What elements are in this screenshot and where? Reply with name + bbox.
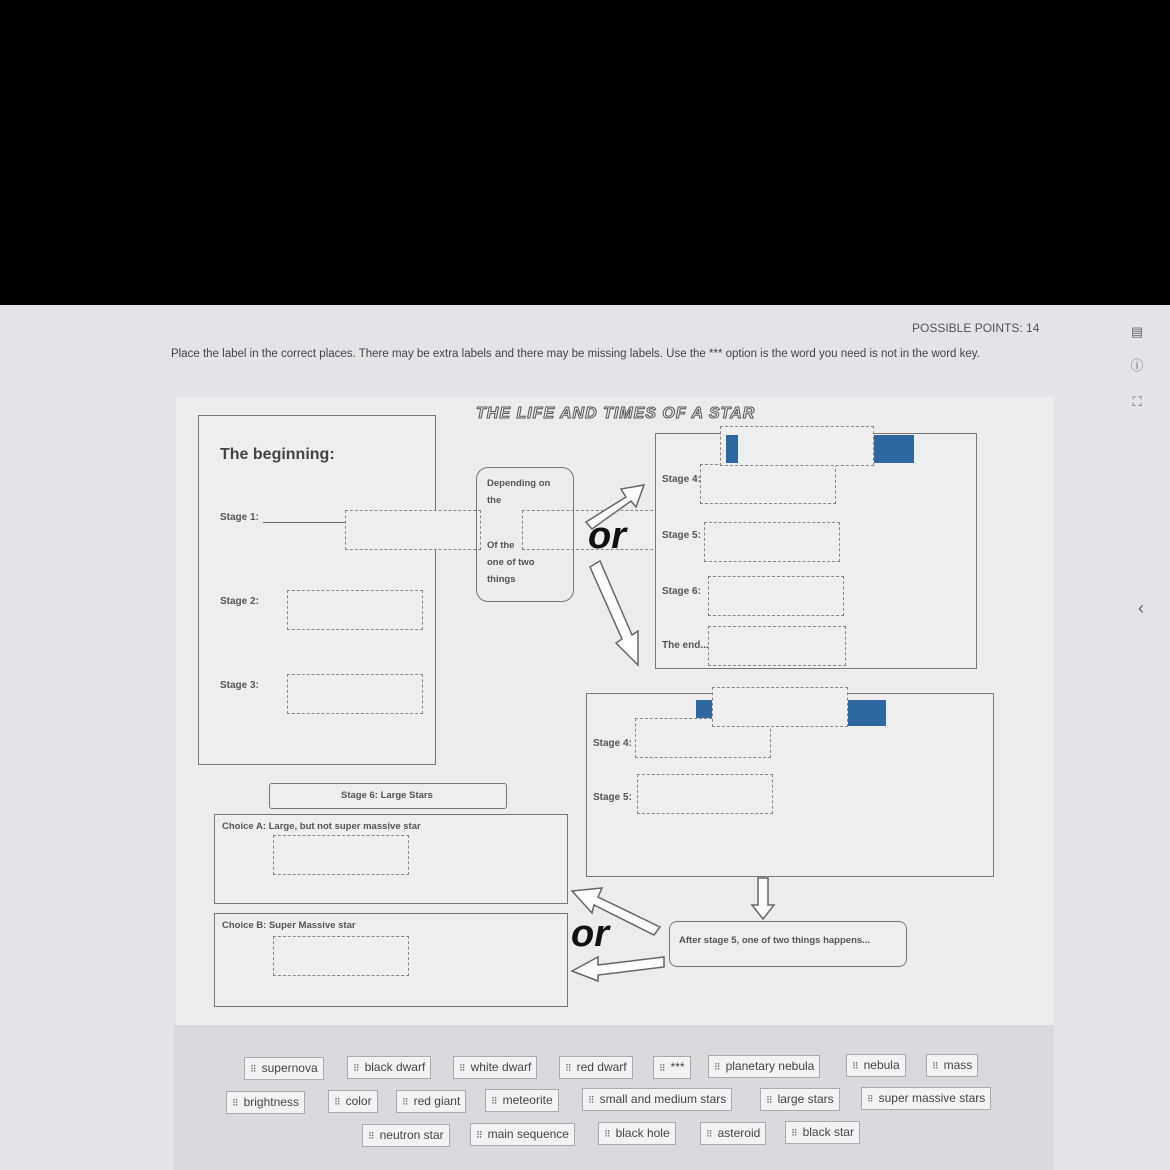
grip-icon: ⠿: [491, 1096, 498, 1106]
word-chip-label: neutron star: [379, 1128, 444, 1142]
upper-stage5-drop-zone[interactable]: [704, 522, 840, 562]
word-chip-label: black hole: [615, 1126, 670, 1140]
word-chip-label: super massive stars: [878, 1091, 986, 1105]
word-chip-label: asteroid: [717, 1126, 761, 1140]
lower-stage5-drop-zone[interactable]: [637, 774, 773, 814]
depending-line4: one of two: [487, 557, 535, 568]
lower-header-drop-zone[interactable]: [712, 687, 848, 727]
upper-end-label: The end...: [662, 640, 709, 651]
assessment-screen: [0, 305, 1170, 1170]
word-chip[interactable]: [785, 1121, 860, 1144]
word-chip[interactable]: [244, 1057, 324, 1080]
grip-icon: ⠿: [852, 1061, 859, 1071]
grip-icon: ⠿: [588, 1095, 595, 1105]
lower-header-marker-left: [696, 700, 712, 718]
stage1-label: Stage 1:: [220, 512, 259, 523]
choice-b-label: Choice B: Super Massive star: [222, 920, 356, 931]
reader-icon[interactable]: ▤: [1130, 324, 1144, 339]
grip-icon: ⠿: [368, 1131, 375, 1141]
choice-b-drop-zone[interactable]: [273, 936, 409, 976]
grip-icon: ⠿: [565, 1063, 572, 1073]
upper-header-marker-left: [726, 435, 738, 463]
upper-header-drop-zone[interactable]: [720, 426, 874, 466]
choice-a-label: Choice A: Large, but not super massive star: [222, 821, 421, 832]
word-chip[interactable]: [559, 1056, 633, 1079]
choice-b-box: [214, 913, 568, 1007]
depending-line1: Depending on: [487, 478, 551, 489]
word-chip-label: large stars: [777, 1092, 834, 1106]
depending-line2: the: [487, 495, 502, 506]
grip-icon: ⠿: [766, 1095, 773, 1105]
grip-icon: ⠿: [932, 1061, 939, 1071]
word-chip-label: main sequence: [487, 1127, 569, 1141]
word-chip[interactable]: [347, 1056, 431, 1079]
word-chip-label: red dwarf: [576, 1060, 627, 1074]
word-chip[interactable]: [846, 1054, 906, 1077]
word-chip[interactable]: [470, 1123, 575, 1146]
word-chip-label: black star: [802, 1125, 854, 1139]
or-word-upper: or: [588, 515, 626, 557]
beginning-heading: The beginning:: [220, 446, 335, 463]
upper-stage6-drop-zone[interactable]: [708, 576, 844, 616]
grip-icon: ⠿: [402, 1097, 409, 1107]
grip-icon: ⠿: [250, 1064, 257, 1074]
upper-stage5-label: Stage 5:: [662, 530, 701, 541]
word-chip[interactable]: [582, 1088, 732, 1111]
depending-line3: Of the: [487, 540, 515, 551]
grip-icon: ⠿: [706, 1129, 713, 1139]
word-chip[interactable]: [926, 1054, 978, 1077]
word-chip-label: meteorite: [502, 1093, 553, 1107]
word-chip-label: white dwarf: [470, 1060, 532, 1074]
depending-box: [476, 467, 574, 602]
word-chip[interactable]: [861, 1087, 991, 1110]
word-chip-label: small and medium stars: [599, 1092, 727, 1106]
stage1-line: [263, 522, 347, 523]
grip-icon: ⠿: [791, 1128, 798, 1138]
accessibility-icon[interactable]: ⓘ: [1130, 358, 1144, 373]
stage1-drop-zone[interactable]: [345, 510, 481, 550]
word-chip-label: mass: [943, 1058, 973, 1072]
fullscreen-icon[interactable]: ⛶: [1132, 394, 1142, 409]
word-chip[interactable]: [362, 1124, 450, 1147]
word-chip[interactable]: [700, 1122, 766, 1145]
grip-icon: ⠿: [714, 1062, 721, 1072]
stage3-label: Stage 3:: [220, 680, 259, 691]
word-chip[interactable]: [396, 1090, 466, 1113]
upper-end-drop-zone[interactable]: [708, 626, 846, 666]
or-word-lower: or: [571, 913, 609, 955]
grip-icon: ⠿: [604, 1129, 611, 1139]
word-chip-label: brightness: [243, 1095, 299, 1109]
word-chip[interactable]: [598, 1122, 676, 1145]
word-chip[interactable]: [226, 1091, 305, 1114]
after-stage5-box: [669, 921, 907, 967]
upper-stage4-drop-zone[interactable]: [700, 464, 836, 504]
stage2-label: Stage 2:: [220, 596, 259, 607]
word-chip[interactable]: [708, 1055, 820, 1078]
grip-icon: ⠿: [353, 1063, 360, 1073]
stage6-large-header: [269, 783, 507, 809]
grip-icon: ⠿: [232, 1098, 239, 1108]
possible-points: POSSIBLE POINTS: 14: [912, 321, 1040, 335]
word-chip-label: supernova: [261, 1061, 318, 1075]
lower-header-marker-right: [848, 700, 886, 726]
star-lifecycle-diagram: [176, 397, 1054, 1127]
depending-line5: things: [487, 574, 516, 585]
word-chip[interactable]: [328, 1090, 378, 1113]
grip-icon: ⠿: [334, 1097, 341, 1107]
choice-a-drop-zone[interactable]: [273, 835, 409, 875]
grip-icon: ⠿: [459, 1063, 466, 1073]
down-arrow: [750, 877, 776, 921]
lower-stage4-label: Stage 4:: [593, 738, 632, 749]
stage3-drop-zone[interactable]: [287, 674, 423, 714]
grip-icon: ⠿: [476, 1130, 483, 1140]
word-chip-label: nebula: [863, 1058, 900, 1072]
beginning-box: [198, 415, 436, 765]
word-chip-label: planetary nebula: [725, 1059, 815, 1073]
word-bank: [174, 1025, 1054, 1170]
collapse-chevron-icon[interactable]: ‹: [1138, 598, 1144, 618]
stage2-drop-zone[interactable]: [287, 590, 423, 630]
word-chip[interactable]: [760, 1088, 840, 1111]
upper-path-box: [655, 433, 977, 669]
choice-a-box: [214, 814, 568, 904]
upper-header-marker-right: [874, 435, 914, 463]
grip-icon: ⠿: [659, 1063, 666, 1073]
upper-stage4-label: Stage 4:: [662, 474, 701, 485]
word-chip-label: color: [345, 1094, 372, 1108]
stage6-large-label: Stage 6: Large Stars: [341, 790, 433, 801]
word-chip-label: black dwarf: [364, 1060, 426, 1074]
grip-icon: ⠿: [867, 1094, 874, 1104]
instructions-text: Place the label in the correct places. There may be extra labels and there may be missing labels. Use the *** option is the word you need is not in the word key.: [171, 348, 980, 360]
upper-stage6-label: Stage 6:: [662, 586, 701, 597]
diagram-title: THE LIFE AND TIMES OF A STAR: [476, 405, 756, 422]
word-chip[interactable]: [485, 1089, 559, 1112]
word-chip-label: ***: [670, 1060, 685, 1074]
branch-arrows-upper: [576, 477, 656, 677]
after-stage5-text: After stage 5, one of two things happens...: [679, 935, 871, 946]
word-chip[interactable]: [653, 1056, 691, 1079]
word-chip[interactable]: [453, 1056, 537, 1079]
word-chip-label: red giant: [413, 1094, 461, 1108]
lower-stage5-label: Stage 5:: [593, 792, 632, 803]
